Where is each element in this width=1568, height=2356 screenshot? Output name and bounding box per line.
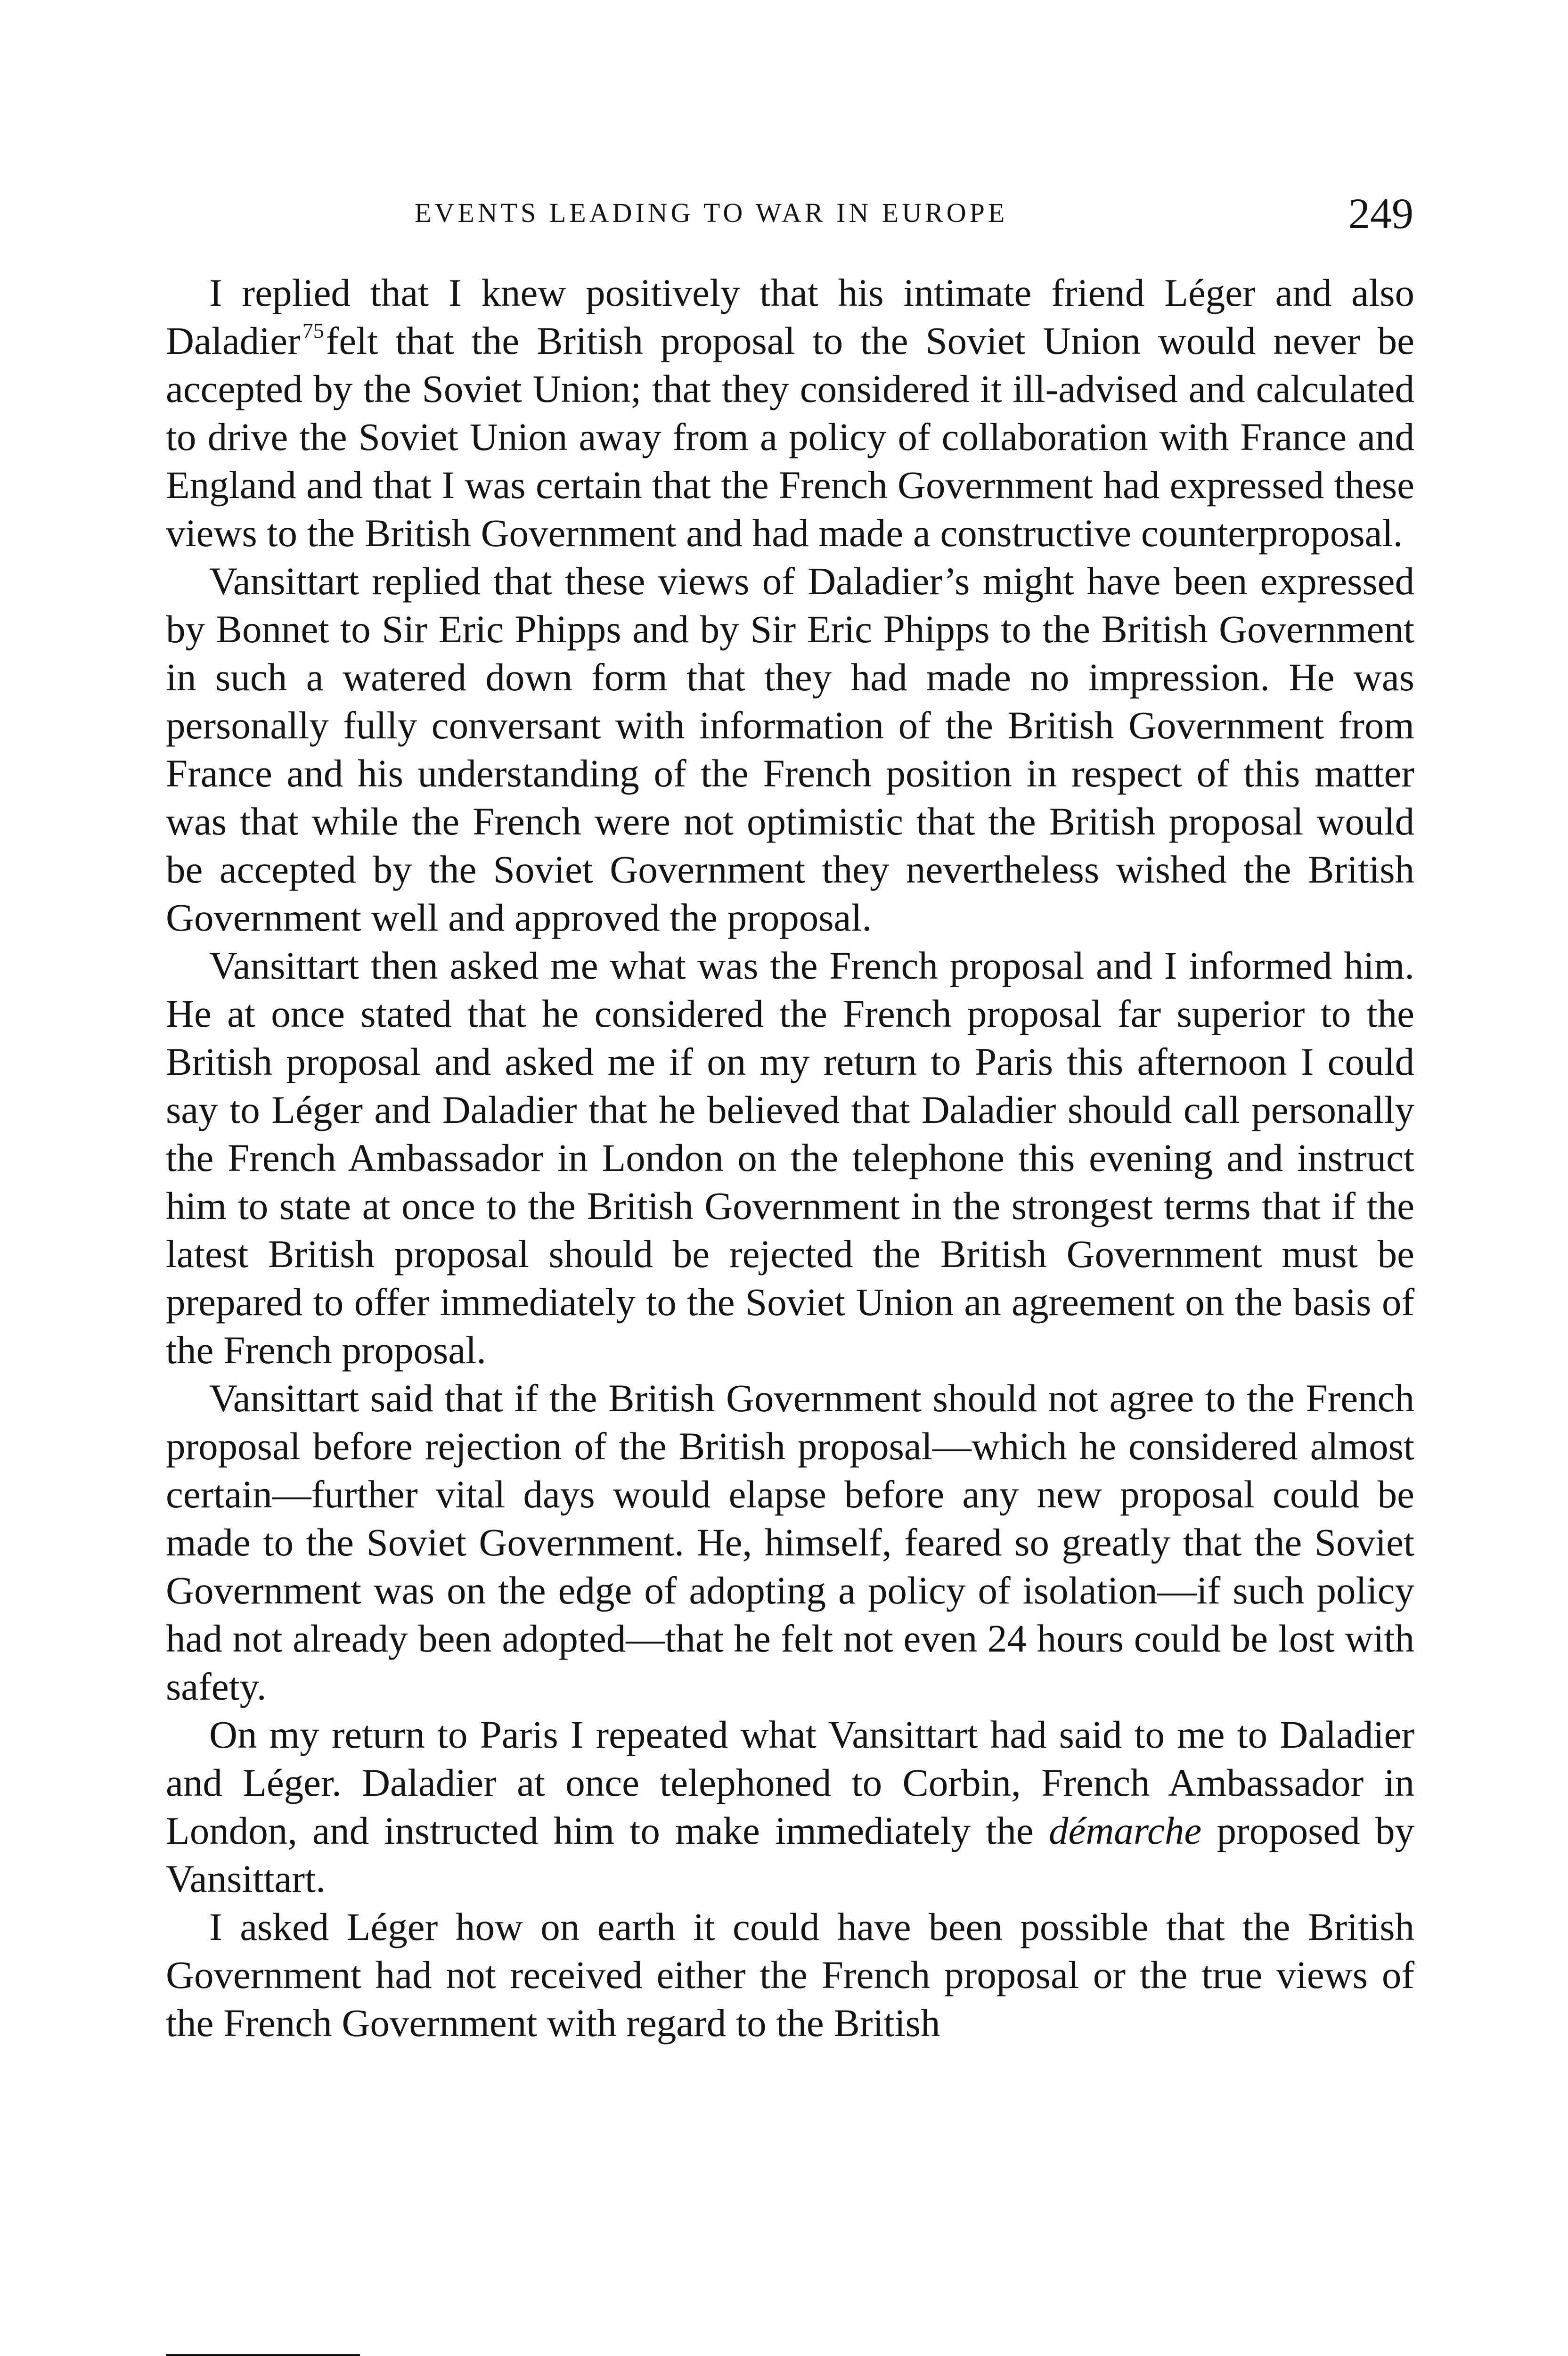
- footnote-reference: 75: [302, 319, 324, 343]
- page-number: 249: [1348, 189, 1413, 237]
- page-header: [415, 188, 1413, 236]
- paragraph-5: [166, 1710, 1414, 1903]
- body-text: [166, 269, 1414, 2047]
- paragraph-6: I asked Léger how on earth it could have been possible that the British Government had not received either the French proposal or the true views of the French Government with regard to the British: [166, 1905, 1414, 2045]
- paragraph-5-text-b: proposed by Vansittart.: [166, 1809, 1415, 1900]
- paragraph-4: Vansittart said that if the British Government should not agree to the French proposal before rejection of the British proposal—which he considered almost certain—further vital days would elapse before any new proposal could be made to the Soviet Government. He, himself, feared so greatly that the Soviet Government was on the edge of adopting a policy of isolation—if such policy had not already been adopted—that he felt not even 24 hours could be lost with safety.: [166, 1376, 1414, 1708]
- paragraph-1-text-b: felt that the British proposal to the Soviet Union would never be accepted by the Soviet Union; that they considered it ill-advised and calculated to drive the Soviet Union away from a policy of collaboration with France and England and that I was certain that the French Government had expressed these views to the British Government and had made a constructive counterproposal.: [166, 319, 1414, 555]
- paragraph-3: Vansittart then asked me what was the French proposal and I informed him. He at once stated that he considered the French proposal far superior to the British proposal and asked me if on my return to Paris this afternoon I could say to Léger and Daladier that he believed that Daladier should call personally the French Ambassador in London on the telephone this evening and instruct him to state at once to the British Government in the strongest terms that if the latest British proposal should be rejected the British Government must be prepared to offer immediately to the Soviet Union an agreement on the basis of the French proposal.: [166, 944, 1414, 1372]
- paragraph-2: Vansittart replied that these views of Daladier’s might have been expressed by Bonnet to Sir Eric Phipps and by Sir Eric Phipps to the British Government in such a watered down form that they had made no impression. He was personally fully conversant with information of the British Government from France and his understanding of the French position in respect of this matter was that while the French were not optimistic that the British proposal would be accepted by the Soviet Government they nevertheless wished the British Government well and approved the proposal.: [166, 559, 1414, 939]
- paragraph-1-text-a: I replied that I knew positively that his intimate friend Léger and also Daladier: [166, 271, 1414, 362]
- paragraph-1: [166, 269, 1414, 557]
- footnote-rule: [166, 2354, 360, 2356]
- running-head: EVENTS LEADING TO WAR IN EUROPE: [415, 197, 1008, 228]
- paragraph-5-text-a: On my return to Paris I repeated what Vansittart had said to me to Daladier and Léger. Daladier at once telephoned to Corbin, French Ambassador in London, and instructed him to make immediately the: [166, 1713, 1414, 1852]
- demarche-italic: démarche: [1048, 1809, 1202, 1852]
